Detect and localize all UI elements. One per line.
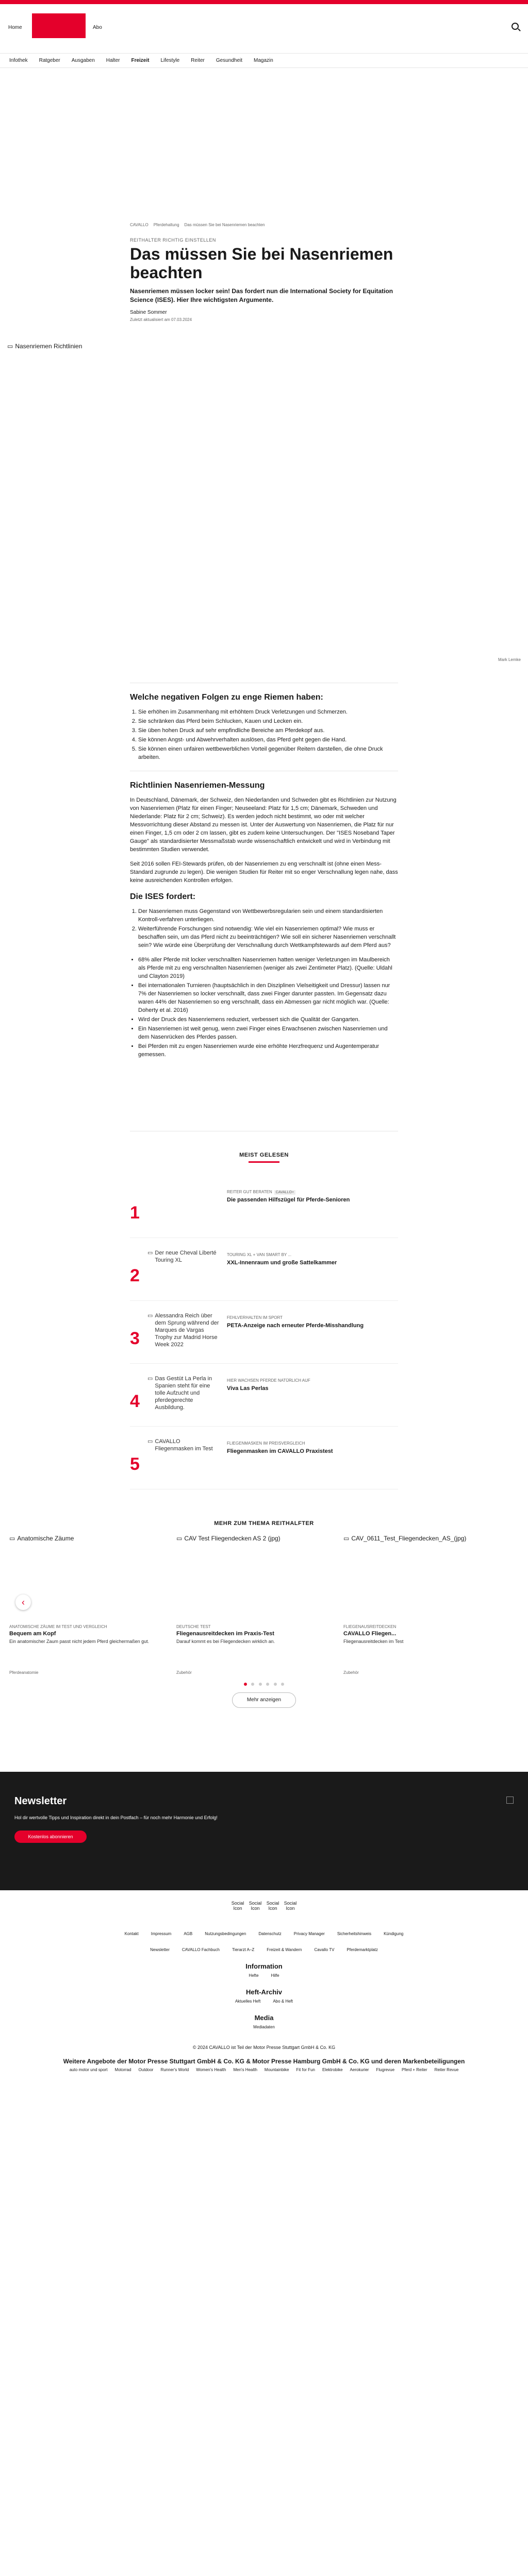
most-read-item[interactable] (130, 1238, 398, 1301)
article-body (130, 683, 398, 1131)
teaser-image[interactable] (147, 1187, 220, 1238)
load-more-button[interactable]: Mehr anzeigen (232, 1692, 296, 1708)
card-image[interactable] (176, 1535, 331, 1622)
page-bottom-space (0, 2072, 528, 2422)
footer-link[interactable]: Privacy Manager (293, 1931, 325, 1936)
breadcrumb-item[interactable]: CAVALLO (130, 223, 148, 227)
search-icon[interactable] (512, 23, 519, 30)
kicker-text: REITER GUT BERATEN (227, 1190, 272, 1194)
broken-image-icon: ▭ (147, 1250, 153, 1256)
teaser-kicker (227, 1190, 398, 1194)
more-offers-links (0, 2065, 528, 2072)
footer-media-links (0, 2022, 528, 2029)
broken-image-icon: ▭ (147, 1376, 153, 1382)
footer-link[interactable]: Aktuelles Heft (235, 1999, 261, 2004)
newsletter-title: Newsletter (14, 1795, 67, 1807)
image-alt: Der neue Cheval Liberté Touring XL (155, 1250, 217, 1263)
card-kicker: ANATOMISCHE ZÄUME IM TEST UND VERGLEICH (9, 1624, 107, 1629)
social-icon[interactable]: Social Icon (231, 1901, 244, 1911)
rank-number: 2 (130, 1266, 140, 1285)
article-author[interactable]: Sabine Sommer (130, 310, 167, 315)
teaser-title[interactable]: Viva Las Perlas (227, 1385, 269, 1392)
section-title: MEHR ZUM THEMA REITHALFTER (214, 1520, 314, 1527)
footer-link[interactable]: Datenschutz (258, 1931, 282, 1936)
newsletter-box (0, 1772, 528, 1890)
list-item: 5. Sie können einen unfairen wettbewerblichen Vorteil gegenüber Reitern darstellen, die ohne Druck arbeiten. (138, 745, 398, 761)
section-title: MEIST GELESEN (239, 1152, 289, 1158)
list-item: 2. Sie schränken das Pferd beim Schlucken, Kauen und Lecken ein. (138, 717, 398, 725)
teaser-text (227, 1438, 398, 1489)
section-heading: Richtlinien Nasenriemen-Messung (130, 781, 265, 790)
breadcrumb-item[interactable]: Pferdehaltung (153, 223, 179, 227)
teaser-image[interactable] (147, 1249, 220, 1300)
broken-image-icon (506, 1797, 514, 1804)
list-item: • Ein Nasenriemen ist weit genug, wenn zwei Finger eines Erwachsenen zwischen Nasenriemen und dem Nasenrücken des Pferdes passen. (138, 1025, 398, 1041)
breadcrumb-current: Das müssen Sie bei Nasenriemen beachten (184, 223, 265, 227)
social-links (0, 1901, 528, 1921)
list-item: • Bei internationalen Turnieren (hauptsächlich in den Disziplinen Vielseitigkeit und Dressur) lassen nur 7% der Nasenriemen so locker verschnallt, dass zwei Finger darunter passten. Im Gegensatz dazu waren 44% der Nasenriemen so eng verschnallt, dass ein Abmessen gar nicht möglich war. (Quelle: Doherty et al. 2016) (138, 981, 398, 1014)
card-kicker: DEUTSCHE TEST (176, 1624, 211, 1629)
hero-image-alt (7, 343, 82, 350)
teaser-image[interactable] (147, 1312, 220, 1363)
footer-link[interactable]: Mountainbike (264, 2067, 289, 2072)
most-read-section (130, 1131, 398, 1489)
carousel-dot[interactable] (274, 1683, 277, 1686)
social-icon[interactable]: Social Icon (284, 1901, 297, 1911)
card-category: Pferdeanatomie (9, 1670, 39, 1675)
footer-link[interactable]: AGB (184, 1931, 193, 1936)
footer-link[interactable]: Freizeit & Wandern (267, 1947, 302, 1952)
footer-link[interactable]: Newsletter (150, 1947, 170, 1952)
broken-image-icon: ▭ (176, 1535, 183, 1542)
social-icon[interactable]: Social Icon (249, 1901, 262, 1911)
footer-link[interactable]: Hilfe (271, 1973, 279, 1978)
teaser-title[interactable]: PETA-Anzeige nach erneuter Pferde-Misshandlung (227, 1323, 364, 1329)
teaser-kicker: TOURING XL + VAN SMART BY ... (227, 1252, 291, 1257)
footer-link[interactable]: Pferd + Reiter (402, 2067, 427, 2072)
footer-link[interactable]: Impressum (151, 1931, 172, 1936)
card-title[interactable]: Bequem am Kopf (9, 1631, 56, 1637)
footer-heading-information: Information (245, 1962, 283, 1970)
teaser-title[interactable]: Die passenden Hilfszügel für Pferde-Senioren (227, 1197, 350, 1203)
card-category: Zubehör (176, 1670, 192, 1675)
footer-link[interactable]: Flugrevue (376, 2067, 395, 2072)
teaser-text (227, 1375, 398, 1426)
footer-link[interactable]: Kündigung (384, 1931, 404, 1936)
hero-alt-text: Nasenriemen Richtlinien (15, 343, 82, 350)
rank-number: 5 (130, 1454, 140, 1474)
carousel-dot[interactable] (266, 1683, 269, 1686)
footer-link[interactable]: CAVALLO Fachbuch (182, 1947, 220, 1952)
newsletter-subscribe-button[interactable]: Kostenlos abonnieren (14, 1831, 87, 1843)
cavallo-logo[interactable] (32, 13, 86, 38)
footer-link[interactable]: Fit for Fun (296, 2067, 315, 2072)
footer-link[interactable]: Reiter Revue (434, 2067, 459, 2072)
home-link[interactable]: Home (8, 25, 22, 30)
broken-image-icon: ▭ (343, 1535, 350, 1542)
most-read-item[interactable] (130, 1427, 398, 1489)
list-item: 3. Sie üben hohen Druck auf sehr empfindliche Bereiche am Pferdekopf aus. (138, 726, 398, 735)
nav-item[interactable]: Magazin (254, 58, 273, 63)
social-icon[interactable]: Social Icon (266, 1901, 279, 1911)
footer-link[interactable]: Pferdemarktplatz (346, 1947, 378, 1952)
rank-number: 4 (130, 1392, 140, 1411)
image-alt: CAVALLO Fliegenmasken im Test (155, 1438, 213, 1452)
broken-image-icon: ▭ (147, 1438, 153, 1445)
footer-link[interactable]: Elektrobike (322, 2067, 343, 2072)
top-accent-bar (0, 0, 528, 4)
footer-link[interactable]: Aerokurier (350, 2067, 369, 2072)
footer-link[interactable]: Mediadaten (253, 2025, 275, 2029)
footer-link[interactable]: Hefte (249, 1973, 259, 1978)
related-carousel (0, 1535, 528, 1751)
rank-number: 3 (130, 1329, 140, 1348)
footer-link[interactable]: auto motor und sport (69, 2067, 108, 2072)
footer-heading-archive: Heft-Archiv (245, 1988, 283, 1996)
list-item: 1. Sie erhöhen im Zusammenhang mit erhöhtem Druck Verletzungen und Schmerzen. (138, 708, 398, 716)
plus-badge: CAVALLO+ (274, 1190, 295, 1195)
footer-info-links (0, 1970, 528, 1978)
most-read-item[interactable] (130, 1364, 398, 1427)
card-teaser: Ein anatomischer Zaum passt nicht jedem Pferd gleichermaßen gut. (9, 1639, 150, 1644)
list-item: • 68% aller Pferde mit locker verschnallten Nasenriemen hatten weniger Verletzungen im Maulbereich als Pferde mit zu eng verschnallten Nasenriemen (weniger als zwei Zentimeter Platz). (Quelle: Uldahl und Clayton 2019) (138, 956, 398, 980)
site-header (0, 4, 528, 54)
most-read-item[interactable] (130, 1175, 398, 1238)
newsletter-text: Hol dir wertvolle Tipps und Inspiration direkt in dein Postfach – für noch mehr Harmonie und Erfolg! (14, 1815, 218, 1820)
carousel-dots (0, 1679, 528, 1688)
nav-item[interactable]: Halter (106, 58, 120, 63)
carousel-prev-arrow-icon[interactable]: ‹ (15, 1595, 31, 1610)
section-heading: Die ISES fordert: (130, 892, 196, 901)
article-kicker: REITHALTER RICHTIG EINSTELLEN (130, 238, 216, 243)
page-title: Das müssen Sie bei Nasenriemen beachten (130, 245, 393, 282)
footer-archive-links (0, 1996, 528, 2004)
list-item: • Bei Pferden mit zu engen Nasenriemen wurde eine erhöhte Herzfrequenz und Augentemperatur gemessen. (138, 1042, 398, 1059)
footer-link[interactable]: Abo & Heft (273, 1999, 293, 2004)
image-credit: Mark Lemke (498, 657, 521, 662)
footer-links-primary (0, 1928, 528, 1936)
list-item: 1. Der Nasenriemen muss Gegenstand von Wettbewerbsregularien sein und einem standardisierten Kontroll-verfahren unterliegen. (138, 907, 398, 924)
related-topic-section (0, 1489, 528, 1751)
image-alt: Anatomische Zäume (17, 1535, 74, 1542)
list-item: 4. Sie können Angst- und Abwehrverhalten auslösen, das Pferd geht gegen die Hand. (138, 736, 398, 744)
consequences-list (138, 708, 398, 761)
list-item: 2. Weiterführende Forschungen sind notwendig: Wie viel ein Nasenriemen optimal? Wie muss er beschaffen sein, um das Pferd nicht zu beeinträchtigen? Wie soll ein sicherer Nasenriemen verschnallt sein? Wie würde eine Überprüfung der Verschnallung durch Wettkampfstewards auf dem Pferd aus? (138, 925, 398, 950)
nav-item[interactable]: Infothek (9, 58, 28, 63)
teaser-text (227, 1312, 398, 1363)
card-image[interactable] (343, 1535, 498, 1622)
card-category: Zubehör (343, 1670, 359, 1675)
list-item: • Wird der Druck des Nasenriemens reduziert, verbessert sich die Qualität der Gangarten. (138, 1015, 398, 1024)
footer-link[interactable]: Motorrad (114, 2067, 131, 2072)
footer-link[interactable]: Cavallo TV (314, 1947, 335, 1952)
copyright-notice: © 2024 CAVALLO ist Teil der Motor Presse Stuttgart GmbH & Co. KG (192, 2045, 336, 2050)
breadcrumb (130, 223, 398, 227)
teaser-kicker: HIER WACHSEN PFERDE NATÜRLICH AUF (227, 1378, 310, 1383)
footer-heading-media: Media (254, 2014, 274, 2022)
footer-link[interactable]: Men's Health (233, 2067, 257, 2072)
carousel-dot[interactable] (244, 1683, 247, 1686)
related-card[interactable] (176, 1535, 331, 1751)
article-date: Zuletzt aktualisiert am 07.03.2024 (130, 317, 192, 322)
image-alt: Alessandra Reich über dem Sprung während der Marques de Vargas Trophy zur Madrid Horse Week 2022 (155, 1313, 219, 1348)
nav-item[interactable]: Ratgeber (39, 58, 60, 63)
nav-item[interactable]: Lifestyle (160, 58, 180, 63)
related-card[interactable] (9, 1535, 164, 1751)
nav-item[interactable]: Ausgaben (71, 58, 95, 63)
teaser-title[interactable]: XXL-Innenraum und große Sattelkammer (227, 1260, 337, 1266)
image-alt: CAV Test Fliegendecken AS 2 (jpg) (184, 1535, 280, 1542)
teaser-kicker: FLIEGENMASKEN IM PREISVERGLEICH (227, 1441, 305, 1446)
teaser-title[interactable]: Fliegenmasken im CAVALLO Praxistest (227, 1448, 333, 1454)
section-title-underline (249, 1161, 279, 1163)
card-title[interactable]: CAVALLO Fliegen... (343, 1631, 397, 1637)
carousel-dot[interactable] (281, 1683, 284, 1686)
article-lead: Nasenriemen müssen locker sein! Das fordert nun die International Society for Equitation Science (ISES). Hier Ihre wichtigsten Argumente. (130, 287, 393, 303)
footer-link[interactable]: Sicherheitshinweis (337, 1931, 372, 1936)
nav-item[interactable]: Gesundheit (216, 58, 243, 63)
broken-image-icon: ▭ (9, 1535, 15, 1542)
footer-link[interactable]: Nutzungsbedingungen (205, 1931, 246, 1936)
demands-list (138, 907, 398, 950)
footer-link[interactable]: Tierarzt A–Z (232, 1947, 255, 1952)
facts-list (138, 956, 398, 1059)
footer-link[interactable]: Kontakt (124, 1931, 139, 1936)
teaser-image[interactable] (147, 1438, 220, 1489)
paragraph: Seit 2016 sollen FEI-Stewards prüfen, ob der Nasenriemen zu eng verschnallt ist (ohne einen Mess-Standard zugrunde zu legen). Die wenigen Studien für Reiter mit so enger Verschnallung legen nahe, dass keine ausreichenden Kontrollen erfolgen. (130, 861, 398, 884)
teaser-image[interactable] (147, 1375, 220, 1426)
broken-image-icon: ▭ (147, 1313, 153, 1319)
footer-link[interactable]: Women's Health (196, 2067, 226, 2072)
footer-link[interactable]: Runner's World (160, 2067, 189, 2072)
teaser-text (227, 1187, 398, 1238)
section-heading: Welche negativen Folgen zu enge Riemen haben: (130, 693, 323, 702)
main-nav (0, 54, 528, 68)
footer-link[interactable]: Outdoor (138, 2067, 154, 2072)
most-read-item[interactable] (130, 1301, 398, 1364)
teaser-text (227, 1249, 398, 1300)
broken-image-icon: ▭ (7, 343, 13, 350)
paragraph: In Deutschland, Dänemark, der Schweiz, den Niederlanden und Schweden gibt es Richtlinien zur Nutzung von Nasenriemen (Platz für einen Finger; Neuseeland: Platz für 1,5 cm; Dänemark, Schweden und Niederlande: Platz für 2 cm; Schweiz). Es werden jedoch nicht bestimmt, wo oder mit welcher Messvorrichtung dieser Abstand zu messen ist. Unter der Auswertung von Nasenriemen, die Platz für nur einen Finger, 1,5 cm oder 2 cm lassen, gibt es zudem keine Untersuchungen. Der "ISES Noseband Taper Gauge" als standardisierter Messmaßstab wurde wissenschaftlich entwickelt und wird in Verbindung mit bestimmten Studien verwendet. (130, 797, 397, 853)
hero-image (7, 343, 521, 667)
rank-number: 1 (130, 1203, 140, 1223)
teaser-kicker: FEHLVERHALTEN IM SPORT (227, 1315, 283, 1320)
nav-item[interactable]: Reiter (191, 58, 205, 63)
image-alt: Das Gestüt La Perla in Spanien steht für eine tolle Aufzucht und pferdegerechte Ausbildung. (155, 1376, 212, 1411)
nav-item-active[interactable]: Freizeit (131, 58, 150, 63)
card-teaser: Fliegenausreitdecken im Test (343, 1639, 404, 1644)
abo-link[interactable]: Abo (93, 25, 102, 30)
article-header (130, 68, 398, 322)
image-alt: CAV_0611_Test_Fliegendecken_AS_(jpg) (351, 1535, 467, 1542)
carousel-dot[interactable] (259, 1683, 262, 1686)
more-offers-title: Weitere Angebote der Motor Presse Stuttgart GmbH & Co. KG & Motor Presse Hamburg GmbH & Co. KG und deren Markenbeteiligungen (63, 2058, 465, 2065)
related-card[interactable] (343, 1535, 498, 1751)
card-kicker: FLIEGENAUSREITDECKEN (343, 1624, 397, 1629)
footer-links-secondary (0, 1944, 528, 1952)
card-teaser: Darauf kommt es bei Fliegendecken wirklich an. (176, 1639, 275, 1644)
card-title[interactable]: Fliegenausreitdecken im Praxis-Test (176, 1631, 274, 1637)
card-image[interactable] (9, 1535, 164, 1622)
carousel-dot[interactable] (251, 1683, 254, 1686)
